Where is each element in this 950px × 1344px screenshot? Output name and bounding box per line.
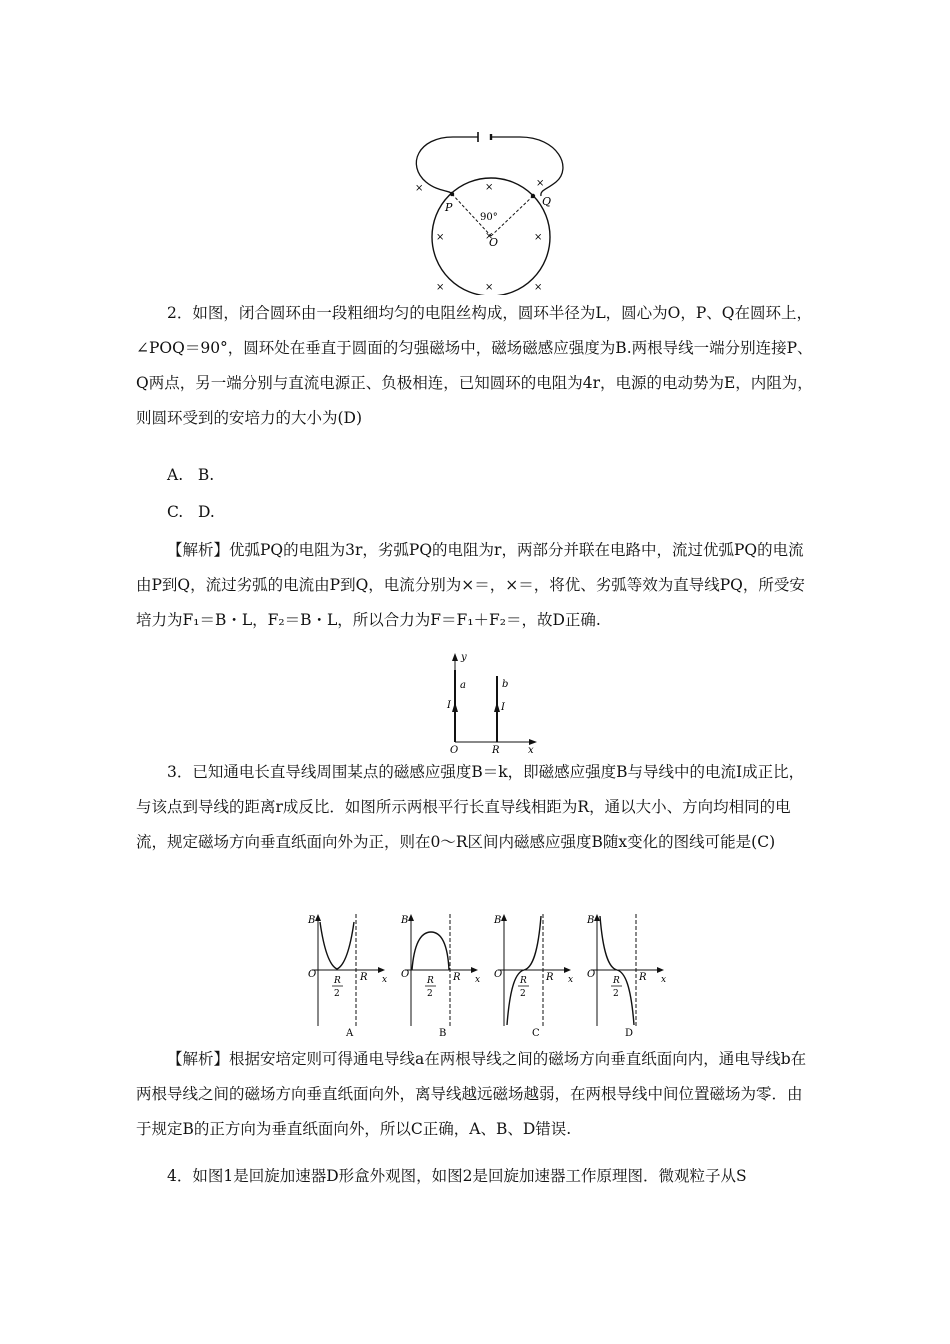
current-b-label: I: [501, 702, 505, 713]
curve-b: [412, 932, 449, 970]
question-3-stem: 3．已知通电长直导线周围某点的磁感应强度B＝k，即磁感应强度B与导线中的电流I成正比，与该点到导线的距离r成反比．如图所示两根平行长直导线相距为R，通以大小、方向均相同的电流，规定磁场方向垂直纸面向外为正，则在0～R区间内磁感应强度B随x变化的图线可能是(C): [136, 763, 805, 851]
question-2-analysis: 【解析】优弧PQ的电阻为3r，劣弧PQ的电阻为r，两部分并联在电路中，流过优弧PQ的电流由P到Q，流过劣弧的电流由P到Q，电流分别为×＝，×＝，将优、劣弧等效为直导线PQ，所受安培力为F₁＝B・L，F₂＝B・L，所以合力为F＝F₁＋F₂＝，故D正确.: [136, 541, 805, 629]
y-axis-label: y: [461, 652, 467, 663]
b-axis-arrow: [594, 914, 600, 921]
parallel-wires-figure: [440, 650, 540, 755]
r-label: R: [639, 972, 647, 983]
origin-label: O: [450, 745, 459, 755]
x-axis-label: x: [568, 975, 574, 985]
field-mark: ×: [415, 183, 424, 194]
graph-label: B: [439, 1028, 447, 1039]
wire-b-label: b: [502, 679, 509, 690]
half-r-numerator: R: [427, 976, 434, 986]
question-2-options-cd: C. D.: [167, 503, 215, 521]
point-p: [450, 192, 454, 196]
r-label: R: [360, 972, 368, 983]
origin-label: O: [587, 969, 596, 980]
wire-a-label: a: [460, 680, 466, 691]
x-axis-arrow: [378, 967, 385, 973]
question-2-options-ab: A. B.: [167, 466, 215, 484]
current-a-arrow: [452, 702, 458, 712]
question-4-stem: 4．如图1是回旋加速器D形盒外观图，如图2是回旋加速器工作原理图．微观粒子从S: [167, 1167, 747, 1185]
half-r-numerator: R: [334, 976, 341, 986]
label-o: O: [489, 236, 499, 249]
field-mark: ×: [534, 282, 543, 293]
x-axis-label: x: [382, 975, 388, 985]
left-wire: [416, 137, 478, 194]
x-axis-label: x: [528, 745, 534, 755]
field-mark: ×: [485, 282, 494, 293]
graph-label: C: [532, 1028, 540, 1039]
r-label: R: [453, 972, 461, 983]
current-a-label: I: [447, 700, 451, 711]
graph-c: [493, 914, 573, 1039]
half-r-denominator: 2: [520, 989, 526, 999]
b-axis-label: B: [401, 915, 409, 926]
field-mark: ×: [534, 232, 543, 243]
field-mark: ×: [436, 282, 445, 293]
origin-label: O: [401, 969, 410, 980]
graph-a: [307, 914, 387, 1039]
graph-label: D: [625, 1028, 634, 1039]
field-mark: ×: [436, 232, 445, 243]
half-r-denominator: 2: [334, 989, 340, 999]
b-axis-label: B: [308, 915, 316, 926]
half-r-denominator: 2: [613, 989, 619, 999]
r-label: R: [492, 745, 500, 755]
graph-d: [586, 914, 666, 1039]
question-3-analysis: 【解析】根据安培定则可得通电导线a在两根导线之间的磁场方向垂直纸面向内，通电导线b在两根导线之间的磁场方向垂直纸面向外，离导线越远磁场越弱，在两根导线中间位置磁场为零．由于规定B的正方向为垂直纸面向外，所以C正确，A、B、D错误.: [136, 1050, 807, 1138]
x-axis-label: x: [475, 975, 481, 985]
x-axis-label: x: [661, 975, 667, 985]
x-axis-arrow: [657, 967, 664, 973]
half-r-numerator: R: [613, 976, 620, 986]
current-b-arrow: [494, 702, 500, 712]
question-2-stem: 2．如图，闭合圆环由一段粗细均匀的电阻丝构成，圆环半径为L，圆心为O，P、Q在圆环上，∠POQ＝90°，圆环处在垂直于圆面的匀强磁场中，磁场磁感应强度为B.两根导线一端分别连接P、Q两点，另一端分别与直流电源正、负极相连，已知圆环的电阻为4r，电源的电动势为E，内阻为，则圆环受到的安培力的大小为(D): [136, 304, 813, 427]
b-axis-arrow: [501, 914, 507, 921]
b-axis-arrow: [408, 914, 414, 921]
graph-b: [400, 914, 480, 1039]
b-axis-label: B: [587, 915, 595, 926]
graph-options-figure: [300, 908, 700, 1040]
half-r-numerator: R: [520, 976, 527, 986]
field-mark: ×: [485, 182, 494, 193]
r-label: R: [546, 972, 554, 983]
x-axis-arrow: [471, 967, 478, 973]
graph-label: A: [346, 1028, 354, 1039]
b-axis-arrow: [315, 914, 321, 921]
field-mark: ×: [536, 178, 545, 189]
y-axis-arrow: [452, 653, 458, 661]
origin-label: O: [308, 969, 317, 980]
angle-label: 90°: [480, 212, 498, 223]
right-wire: [491, 137, 563, 196]
curve-a: [320, 922, 354, 969]
x-axis-arrow: [564, 967, 571, 973]
ring-circuit-figure: [408, 120, 578, 295]
b-axis-label: B: [494, 915, 502, 926]
label-p: P: [445, 201, 453, 214]
origin-label: O: [494, 969, 503, 980]
field-mark: ×: [485, 231, 494, 242]
point-q: [531, 194, 535, 198]
label-q: Q: [542, 195, 552, 208]
half-r-denominator: 2: [427, 989, 433, 999]
